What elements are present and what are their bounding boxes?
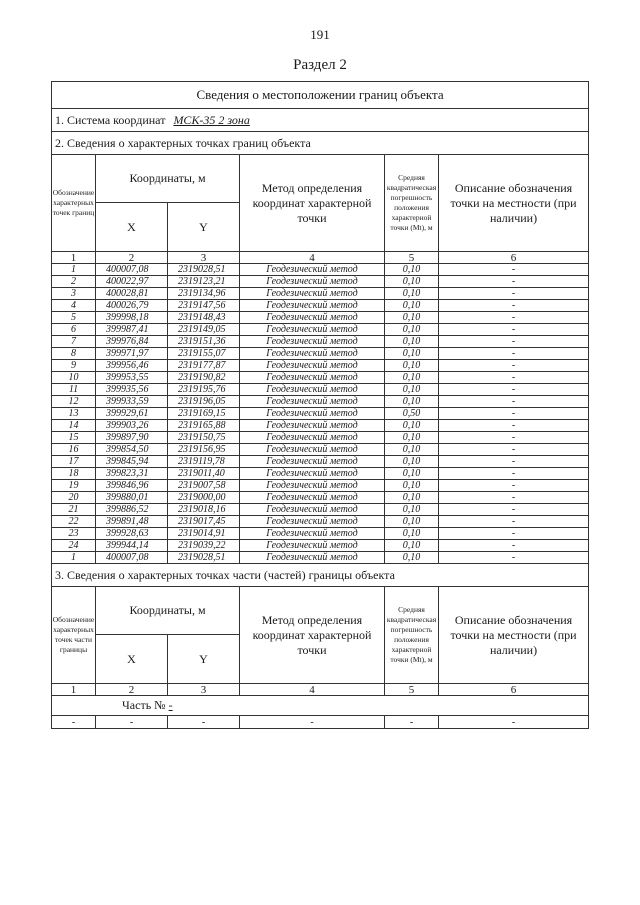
point-number: 3 [52,288,96,300]
table-row [52,348,589,360]
header-description: Описание обозначения точки на местности (при наличии) [439,155,589,252]
point-error: 0,10 [385,288,439,300]
point-error: 0,10 [385,336,439,348]
point-x: 399845,94 [96,456,168,468]
header-error: Средняя квадратическая погрешность положения характерной точки (Mt), м [385,155,439,252]
point-y: 2319169,15 [168,408,240,420]
point-method: Геодезический метод [240,408,385,420]
header-part-description: Описание обозначения точки на местности (при наличии) [439,587,589,684]
point-description: - [439,552,589,564]
coordinate-system-label: 1. Система координат [55,112,166,127]
point-x: 400007,08 [96,552,168,564]
point-number: 19 [52,480,96,492]
column-number: 2 [96,684,168,696]
point-method: Геодезический метод [240,480,385,492]
point-description: - [439,288,589,300]
point-x: 399987,41 [96,324,168,336]
point-x: 400028,81 [96,288,168,300]
table-row [52,264,589,276]
table-row [52,468,589,480]
point-description: - [439,312,589,324]
column-numbers-row [52,252,589,264]
point-error: 0,10 [385,348,439,360]
empty-cell: - [240,716,385,729]
point-x: 399854,50 [96,444,168,456]
table-row [52,312,589,324]
point-y: 2319196,05 [168,396,240,408]
point-description: - [439,372,589,384]
point-method: Геодезический метод [240,504,385,516]
point-error: 0,10 [385,516,439,528]
point-method: Геодезический метод [240,384,385,396]
column-number: 1 [52,684,96,696]
point-y: 2319000,00 [168,492,240,504]
point-number: 22 [52,516,96,528]
empty-cell: - [439,716,589,729]
point-y: 2319134,96 [168,288,240,300]
point-y: 2319028,51 [168,264,240,276]
part-number-row [52,696,589,716]
point-y: 2319123,21 [168,276,240,288]
table-row [52,480,589,492]
column-number: 4 [240,252,385,264]
empty-cell: - [168,716,240,729]
point-x: 399944,14 [96,540,168,552]
point-error: 0,10 [385,432,439,444]
point-y: 2319151,36 [168,336,240,348]
table-row [52,516,589,528]
point-number: 1 [52,264,96,276]
point-error: 0,10 [385,540,439,552]
empty-cell: - [385,716,439,729]
table-row [52,276,589,288]
table-row [52,288,589,300]
column-number: 1 [52,252,96,264]
point-method: Геодезический метод [240,348,385,360]
point-x: 399971,97 [96,348,168,360]
point-x: 399880,01 [96,492,168,504]
section2-heading: 2. Сведения о характерных точках границ объекта [52,132,589,155]
point-description: - [439,480,589,492]
point-method: Геодезический метод [240,444,385,456]
point-number: 24 [52,540,96,552]
point-error: 0,10 [385,480,439,492]
point-number: 14 [52,420,96,432]
point-method: Геодезический метод [240,552,385,564]
point-x: 399886,52 [96,504,168,516]
point-number: 11 [52,384,96,396]
point-x: 399903,26 [96,420,168,432]
header-part-method: Метод определения координат характерной точки [240,587,385,684]
point-description: - [439,528,589,540]
point-method: Геодезический метод [240,312,385,324]
header-x: X [96,203,168,252]
point-x: 399897,90 [96,432,168,444]
point-error: 0,10 [385,552,439,564]
table-row [52,396,589,408]
section3-heading: 3. Сведения о характерных точках части (частей) границы объекта [52,564,589,587]
column-number: 3 [168,252,240,264]
table-title: Сведения о местоположении границ объекта [52,82,589,109]
table-row [52,420,589,432]
point-y: 2319148,43 [168,312,240,324]
point-method: Геодезический метод [240,336,385,348]
point-x: 399929,61 [96,408,168,420]
point-description: - [439,300,589,312]
header-part-y: Y [168,635,240,684]
point-y: 2319018,16 [168,504,240,516]
point-method: Геодезический метод [240,456,385,468]
point-y: 2319119,78 [168,456,240,468]
column-number: 4 [240,684,385,696]
point-description: - [439,540,589,552]
point-number: 12 [52,396,96,408]
point-method: Геодезический метод [240,288,385,300]
point-error: 0,10 [385,492,439,504]
table-row [52,492,589,504]
table-row [52,444,589,456]
point-error: 0,10 [385,456,439,468]
column-number: 2 [96,252,168,264]
point-y: 2319039,22 [168,540,240,552]
point-description: - [439,384,589,396]
point-description: - [439,264,589,276]
point-error: 0,10 [385,276,439,288]
point-method: Геодезический метод [240,300,385,312]
point-method: Геодезический метод [240,396,385,408]
header-part-x: X [96,635,168,684]
table-row [52,384,589,396]
point-description: - [439,336,589,348]
column-number: 3 [168,684,240,696]
point-number: 4 [52,300,96,312]
header-y: Y [168,203,240,252]
point-description: - [439,324,589,336]
point-error: 0,10 [385,312,439,324]
point-description: - [439,396,589,408]
header-part-error: Средняя квадратическая погрешность положения характерной точки (Mt), м [385,587,439,684]
point-error: 0,50 [385,408,439,420]
point-x: 400022,97 [96,276,168,288]
point-method: Геодезический метод [240,360,385,372]
point-number: 20 [52,492,96,504]
part-label: Часть № [122,698,166,712]
point-description: - [439,492,589,504]
header-method: Метод определения координат характерной точки [240,155,385,252]
column-number: 6 [439,252,589,264]
point-description: - [439,420,589,432]
point-y: 2319195,76 [168,384,240,396]
point-number: 17 [52,456,96,468]
point-number: 16 [52,444,96,456]
point-x: 399953,55 [96,372,168,384]
point-x: 399935,56 [96,384,168,396]
empty-part-row [52,716,589,729]
point-y: 2319149,05 [168,324,240,336]
point-error: 0,10 [385,468,439,480]
point-method: Геодезический метод [240,420,385,432]
point-error: 0,10 [385,264,439,276]
section-title: Раздел 2 [293,57,347,73]
table-row [52,456,589,468]
point-y: 2319177,87 [168,360,240,372]
empty-cell: - [96,716,168,729]
point-description: - [439,468,589,480]
point-x: 399928,63 [96,528,168,540]
point-y: 2319017,45 [168,516,240,528]
point-method: Геодезический метод [240,264,385,276]
point-description: - [439,408,589,420]
point-method: Геодезический метод [240,324,385,336]
table-row [52,432,589,444]
point-y: 2319147,56 [168,300,240,312]
point-x: 399846,96 [96,480,168,492]
point-y: 2319007,58 [168,480,240,492]
point-description: - [439,444,589,456]
point-method: Геодезический метод [240,528,385,540]
column-number: 5 [385,252,439,264]
point-y: 2319165,88 [168,420,240,432]
point-error: 0,10 [385,528,439,540]
table-row [52,540,589,552]
point-description: - [439,360,589,372]
point-number: 15 [52,432,96,444]
table-row [52,324,589,336]
coordinate-system-row [52,109,589,132]
point-description: - [439,456,589,468]
table-row [52,336,589,348]
point-number: 10 [52,372,96,384]
point-y: 2319014,91 [168,528,240,540]
header-designation: Обозначение характерных точек границ [52,155,96,252]
point-error: 0,10 [385,420,439,432]
empty-cell: - [52,716,96,729]
point-x: 399823,31 [96,468,168,480]
point-x: 399956,46 [96,360,168,372]
point-x: 399933,59 [96,396,168,408]
table-row [52,528,589,540]
point-error: 0,10 [385,360,439,372]
point-x: 400007,08 [96,264,168,276]
point-description: - [439,348,589,360]
point-description: - [439,504,589,516]
point-number: 13 [52,408,96,420]
point-number: 8 [52,348,96,360]
point-error: 0,10 [385,444,439,456]
point-method: Геодезический метод [240,516,385,528]
point-error: 0,10 [385,372,439,384]
part-number: - [168,698,173,712]
table-row [52,372,589,384]
point-number: 18 [52,468,96,480]
point-description: - [439,516,589,528]
part-column-numbers-row [52,684,589,696]
point-number: 1 [52,552,96,564]
point-number: 21 [52,504,96,516]
point-x: 400026,79 [96,300,168,312]
point-description: - [439,432,589,444]
point-y: 2319155,07 [168,348,240,360]
point-number: 2 [52,276,96,288]
column-number: 6 [439,684,589,696]
point-error: 0,10 [385,384,439,396]
point-y: 2319156,95 [168,444,240,456]
point-number: 7 [52,336,96,348]
header-part-coordinates: Координаты, м [96,587,240,635]
table-row [52,504,589,516]
boundary-table [51,81,589,729]
point-method: Геодезический метод [240,492,385,504]
header-coordinates: Координаты, м [96,155,240,203]
point-error: 0,10 [385,300,439,312]
point-y: 2319011,40 [168,468,240,480]
point-y: 2319028,51 [168,552,240,564]
point-number: 5 [52,312,96,324]
table-row [52,360,589,372]
point-x: 399891,48 [96,516,168,528]
page-number: 191 [310,27,330,42]
point-error: 0,10 [385,504,439,516]
header-part-designation: Обозначение характерных точек части границы [52,587,96,684]
point-number: 23 [52,528,96,540]
coordinate-system-value: МСК-35 2 зона [173,112,250,127]
table-row [52,408,589,420]
point-error: 0,10 [385,396,439,408]
point-method: Геодезический метод [240,468,385,480]
point-description: - [439,276,589,288]
point-method: Геодезический метод [240,540,385,552]
table-row [52,552,589,564]
table-row [52,300,589,312]
point-y: 2319150,75 [168,432,240,444]
point-error: 0,10 [385,324,439,336]
point-number: 9 [52,360,96,372]
column-number: 5 [385,684,439,696]
point-method: Геодезический метод [240,432,385,444]
point-method: Геодезический метод [240,276,385,288]
point-y: 2319190,82 [168,372,240,384]
point-x: 399976,84 [96,336,168,348]
point-number: 6 [52,324,96,336]
point-x: 399998,18 [96,312,168,324]
point-method: Геодезический метод [240,372,385,384]
